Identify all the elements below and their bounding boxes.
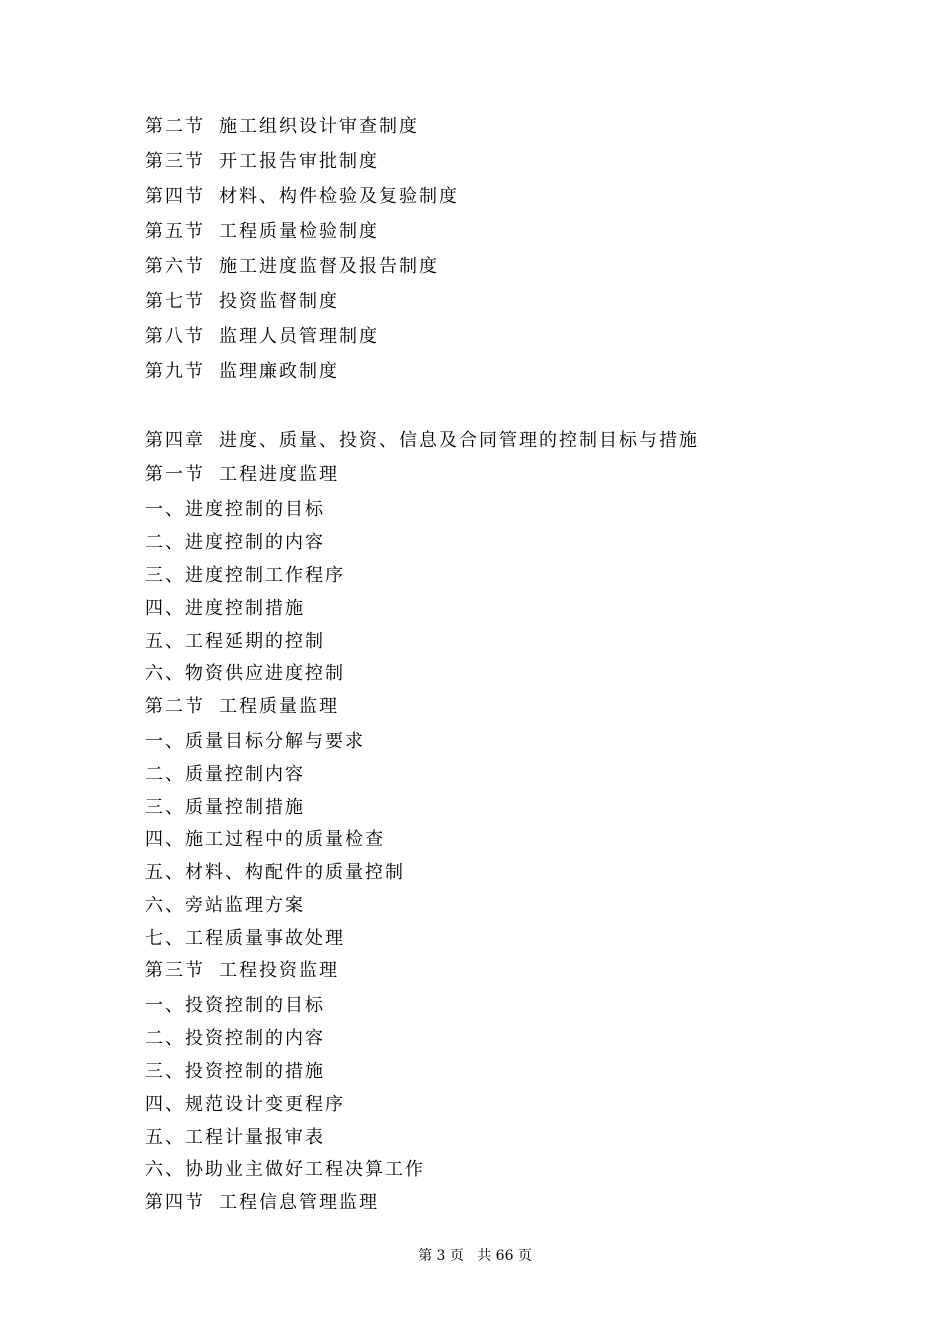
toc-item: 六、物资供应进度控制 [145,663,345,684]
toc-item: 二、投资控制的内容 [145,1028,325,1049]
section-number: 第四节 [145,1192,205,1213]
toc-section-6 [145,256,439,278]
toc-item: 五、工程计量报审表 [145,1127,325,1148]
section-title: 工程质量监理 [219,696,339,717]
section-number: 第五节 [145,221,205,242]
toc-item: 四、规范设计变更程序 [145,1094,345,1115]
toc-chapter4-section-3 [145,960,339,982]
toc-section-3 [145,151,379,173]
section-number: 第六节 [145,256,205,277]
toc-section-4 [145,186,459,208]
toc-item: 四、施工过程中的质量检查 [145,829,385,850]
section-title: 施工进度监督及报告制度 [219,256,439,277]
section-title: 工程进度监理 [219,464,339,485]
section-title: 工程信息管理监理 [219,1192,379,1213]
toc-item: 二、进度控制的内容 [145,532,325,553]
toc-section-5 [145,221,379,243]
toc-item: 三、质量控制措施 [145,797,305,818]
toc-item: 二、质量控制内容 [145,764,305,785]
toc-section-7 [145,291,339,313]
section-number: 第二节 [145,116,205,137]
section-title: 材料、构件检验及复验制度 [219,186,459,207]
section-number: 第九节 [145,361,205,382]
chapter-title: 进度、质量、投资、信息及合同管理的控制目标与措施 [219,430,699,451]
section-title: 开工报告审批制度 [219,151,379,172]
toc-chapter-4 [145,430,699,452]
toc-item: 五、工程延期的控制 [145,631,325,652]
section-number: 第七节 [145,291,205,312]
toc-chapter4-section-1 [145,464,339,486]
section-title: 工程投资监理 [219,960,339,981]
section-number: 第四节 [145,186,205,207]
toc-item: 一、投资控制的目标 [145,995,325,1016]
toc-chapter4-section-2 [145,696,339,718]
section-number: 第二节 [145,696,205,717]
section-title: 投资监督制度 [219,291,339,312]
section-number: 第三节 [145,960,205,981]
section-number: 第八节 [145,326,205,347]
page-footer: 第 3 页 共 66 页 [418,1248,532,1264]
toc-item: 三、投资控制的措施 [145,1061,325,1082]
toc-section-8 [145,326,379,348]
toc-item: 一、进度控制的目标 [145,499,325,520]
section-title: 施工组织设计审查制度 [219,116,419,137]
section-number: 第三节 [145,151,205,172]
chapter-number: 第四章 [145,430,205,451]
section-title: 工程质量检验制度 [219,221,379,242]
toc-item: 七、工程质量事故处理 [145,928,345,949]
toc-item: 一、质量目标分解与要求 [145,731,365,752]
toc-item: 五、材料、构配件的质量控制 [145,862,405,883]
toc-section-9 [145,361,339,383]
toc-item: 三、进度控制工作程序 [145,565,345,586]
section-title: 监理廉政制度 [219,361,339,382]
toc-chapter4-section-4 [145,1192,379,1214]
toc-item: 六、旁站监理方案 [145,895,305,916]
toc-section-2 [145,116,419,138]
section-title: 监理人员管理制度 [219,326,379,347]
toc-item: 四、进度控制措施 [145,598,305,619]
toc-item: 六、协助业主做好工程决算工作 [145,1159,425,1180]
section-number: 第一节 [145,464,205,485]
